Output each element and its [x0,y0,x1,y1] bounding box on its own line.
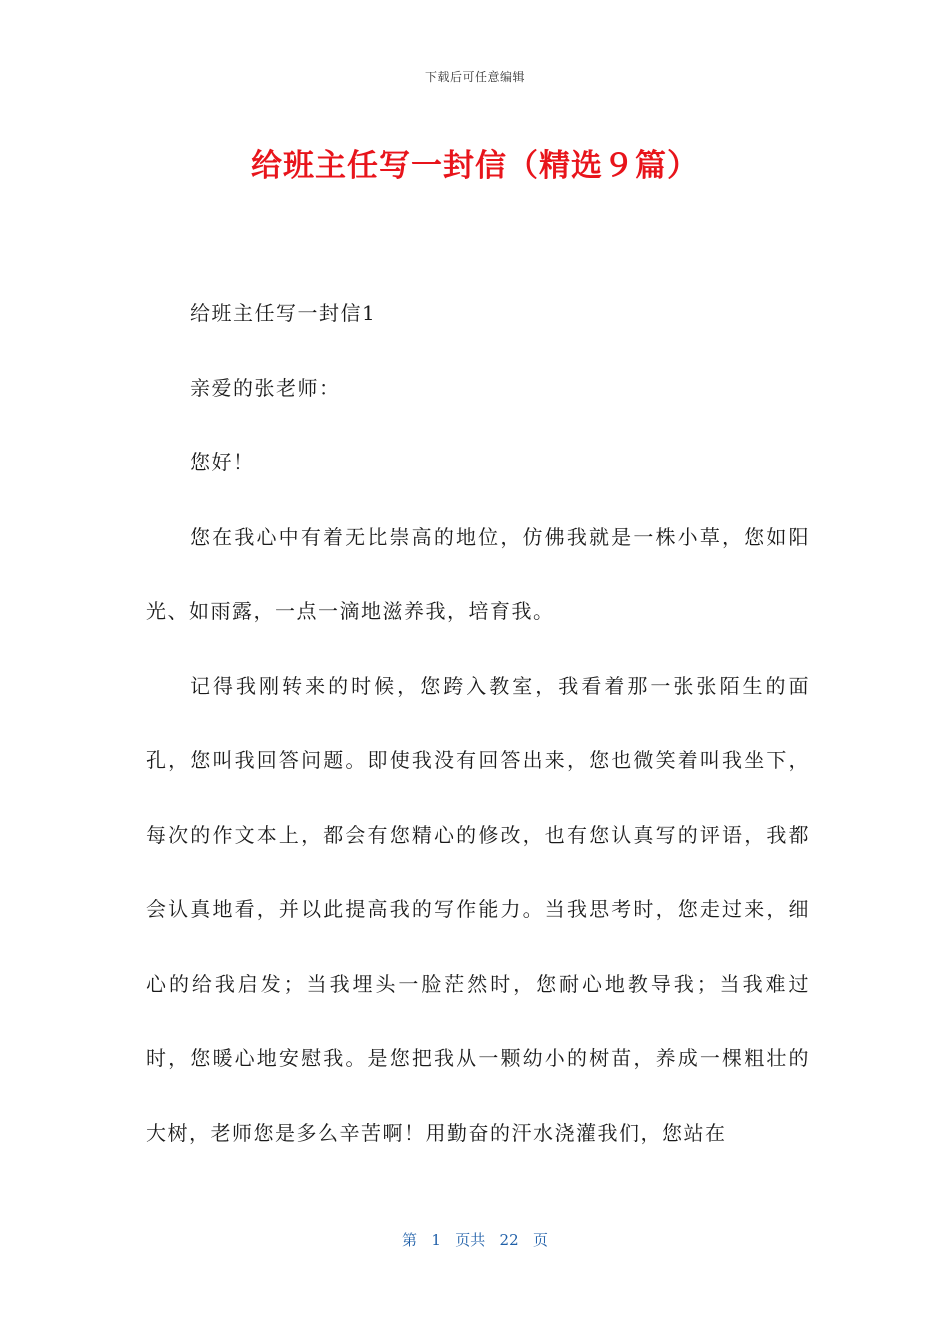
greeting: 您好！ [190,450,255,474]
footer-current-page: 1 [431,1231,441,1249]
section-heading: 给班主任写一封信1 [190,301,377,325]
footer-middle: 页共 [455,1231,486,1249]
footer-total-pages: 22 [499,1231,519,1249]
document-body [146,276,810,1170]
document-title: 给班主任写一封信（精选９篇） [251,148,699,184]
salutation: 亲爱的张老师： [190,375,341,400]
body-paragraph: 记得我刚转来的时候，您跨入教室，我看着那一张张陌生的面孔，您叫我回答问题。即使我没有回答出来，您也微笑着叫我坐下，每次的作文本上，都会有您精心的修改，也有您认真写的评语，我都会认真地看，并以此提高我的写作能力。当我思考时，您走过来，细心的给我启发；当我埋头一脸茫然时，您耐心地教导我；当我难过时，您暖心地安慰我。是您把我从一颗幼小的树苗，养成一棵粗壮的大树，老师您是多么辛苦啊！用勤奋的汗水浇灌我们，您站在 [146,673,810,1145]
page-footer [0,1229,950,1250]
header-note: 下载后可任意编辑 [424,70,525,84]
footer-suffix: 页 [532,1231,548,1249]
footer-prefix: 第 [402,1231,418,1249]
body-paragraph: 您在我心中有着无比崇高的地位，仿佛我就是一株小草，您如阳光、如雨露，一点一滴地滋养我，培育我。 [146,524,810,623]
